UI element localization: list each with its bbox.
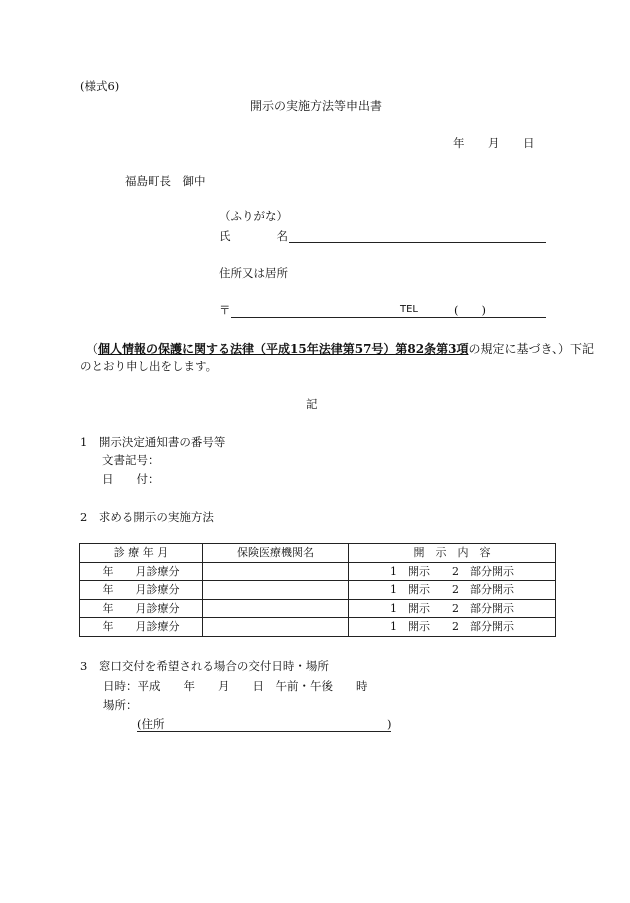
- name-input-line[interactable]: [289, 242, 546, 243]
- form-number: (様式6): [80, 79, 120, 93]
- section1-heading: 1 開示決定通知書の番号等: [80, 435, 226, 449]
- address-close: ): [387, 717, 392, 731]
- header-treatment-month: 診 療 年 月: [80, 544, 203, 563]
- body-line-2: のとおり申し出をします。: [80, 359, 218, 373]
- institution-cell[interactable]: [203, 562, 349, 581]
- doc-number-label: 文書記号：: [102, 453, 160, 467]
- place-label: 場所：: [103, 698, 138, 712]
- treatment-month-cell[interactable]: 年 月診療分: [80, 562, 203, 581]
- law-reference: 個人情報の保護に関する法律（平成15年法律第57号）第82条第3項: [98, 342, 469, 356]
- postal-mark: 〒: [219, 303, 231, 317]
- treatment-month-cell[interactable]: 年 月診療分: [80, 618, 203, 637]
- address-open: (住所: [137, 717, 165, 731]
- document-title: 開示の実施方法等申出書: [250, 99, 383, 113]
- section3-heading: 3 窓口交付を希望される場合の交付日時・場所: [80, 659, 329, 673]
- table-row: [80, 618, 556, 637]
- institution-cell[interactable]: [203, 581, 349, 600]
- tel-label: TEL: [400, 304, 418, 315]
- place-address-line[interactable]: [137, 731, 391, 732]
- institution-cell[interactable]: [203, 599, 349, 618]
- datetime-label: 日時：平成 年 月 日 午前・午後 時: [103, 679, 368, 693]
- name-label: 氏 名: [219, 229, 288, 243]
- disclosure-choice-cell[interactable]: 1 開示 2 部分開示: [349, 618, 556, 637]
- date-label: 日 付：: [102, 472, 160, 486]
- disclosure-choice-cell[interactable]: 1 開示 2 部分開示: [349, 599, 556, 618]
- disclosure-method-table: [79, 543, 556, 637]
- body-rest: の規定に基づき、）下記: [468, 342, 594, 356]
- body-line-1: [86, 343, 594, 355]
- date-year: 年: [453, 136, 465, 150]
- tel-parens: ( ): [454, 303, 486, 317]
- institution-cell[interactable]: [203, 618, 349, 637]
- addressee: 福島町長 御中: [125, 174, 206, 188]
- treatment-month-cell[interactable]: 年 月診療分: [80, 599, 203, 618]
- address-input-line[interactable]: [231, 317, 546, 318]
- table-row: [80, 581, 556, 600]
- header-disclosure-content: 開 示 内 容: [349, 544, 556, 563]
- treatment-month-cell[interactable]: 年 月診療分: [80, 581, 203, 600]
- table-row: [80, 599, 556, 618]
- date-day: 日: [523, 136, 535, 150]
- disclosure-choice-cell[interactable]: 1 開示 2 部分開示: [349, 562, 556, 581]
- header-institution-name: 保険医療機関名: [203, 544, 349, 563]
- table-header-row: [80, 544, 556, 563]
- body-open-paren: （: [86, 342, 99, 356]
- date-month: 月: [488, 136, 500, 150]
- ki-heading: 記: [306, 397, 318, 411]
- address-label: 住所又は居所: [219, 266, 288, 280]
- furigana-label: （ふりがな）: [219, 209, 288, 223]
- disclosure-choice-cell[interactable]: 1 開示 2 部分開示: [349, 581, 556, 600]
- section2-heading: 2 求める開示の実施方法: [80, 510, 214, 524]
- table-row: [80, 562, 556, 581]
